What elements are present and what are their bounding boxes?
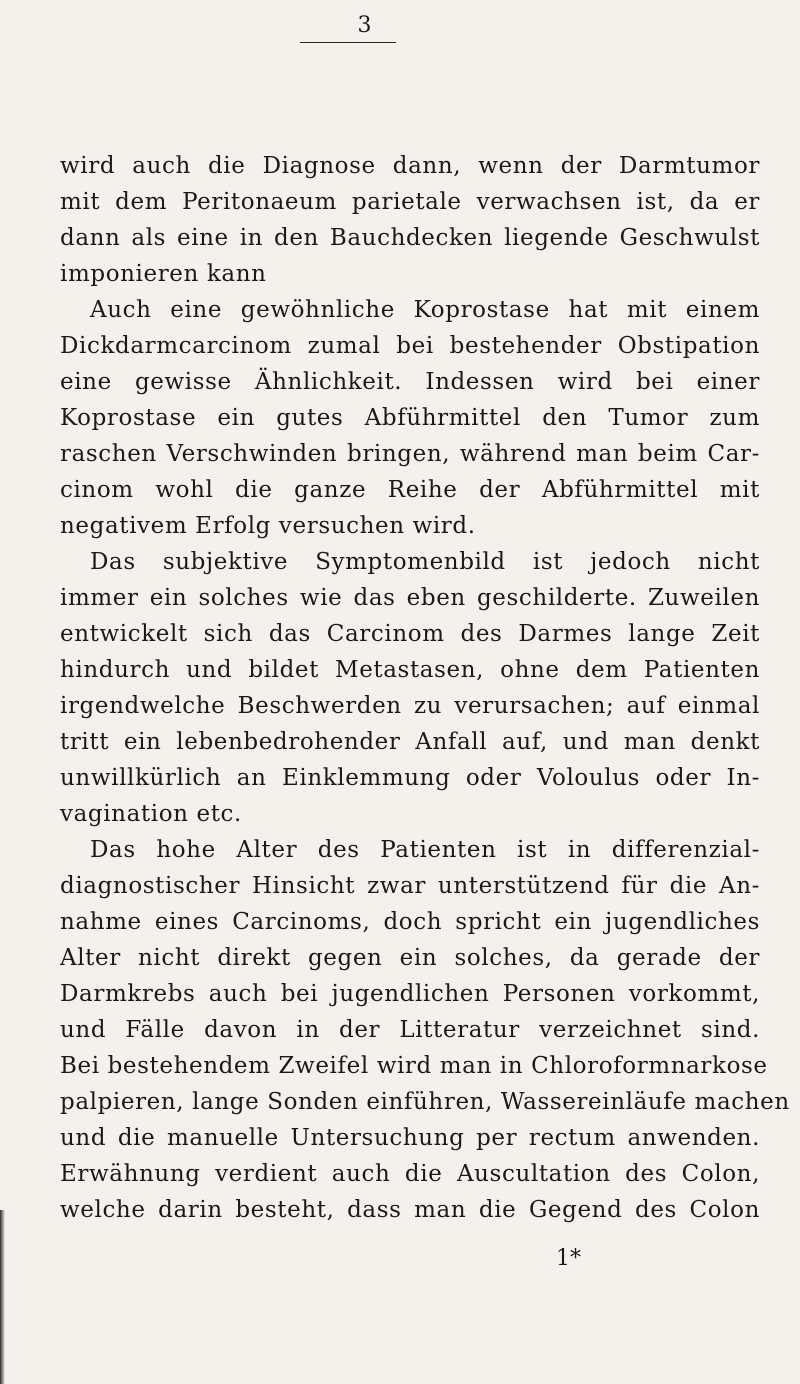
text-line: Koprostase ein gutes Abführmittel den Tumor zum (60, 405, 760, 431)
text-line: Alter nicht direkt gegen ein solches, da gerade der (60, 945, 760, 971)
page-number: 3 (357, 13, 373, 38)
text-line: Das hohe Alter des Patienten ist in differenzial- (90, 837, 760, 863)
text-line: entwickelt sich das Carcinom des Darmes lange Zeit (60, 621, 760, 647)
text-line: eine gewisse Ähnlichkeit. Indessen wird bei einer (60, 369, 760, 395)
text-line: hindurch und bildet Metastasen, ohne dem Patienten (60, 657, 760, 683)
text-line: nahme eines Carcinoms, doch spricht ein jugendliches (60, 909, 760, 935)
text-line: irgendwelche Beschwerden zu verursachen; auf einmal (60, 693, 760, 719)
text-line: Darmkrebs auch bei jugendlichen Personen vorkommt, (60, 981, 760, 1007)
text-line: imponieren kann (60, 261, 267, 287)
text-line: mit dem Peritonaeum parietale verwachsen ist, da er (60, 189, 760, 215)
text-line: Erwähnung verdient auch die Auscultation des Colon, (60, 1161, 760, 1187)
text-line: immer ein solches wie das eben geschilderte. Zuweilen (60, 585, 760, 611)
signature-mark: 1* (556, 1246, 581, 1271)
text-line: welche darin besteht, dass man die Gegend des Colon (60, 1197, 760, 1223)
text-line: Bei bestehendem Zweifel wird man in Chloroformnarkose (60, 1053, 768, 1079)
text-line: vagination etc. (60, 801, 242, 827)
text-line: und die manuelle Untersuchung per rectum anwenden. (60, 1125, 760, 1151)
text-line: Dickdarmcarcinom zumal bei bestehender Obstipation (60, 333, 760, 359)
header-rule (300, 42, 396, 43)
text-line: tritt ein lebenbedrohender Anfall auf, und man denkt (60, 729, 760, 755)
text-line: cinom wohl die ganze Reihe der Abführmittel mit (60, 477, 760, 503)
text-line: Das subjektive Symptomenbild ist jedoch nicht (90, 549, 760, 575)
text-line: wird auch die Diagnose dann, wenn der Darmtumor (60, 153, 760, 179)
text-line: raschen Verschwinden bringen, während man beim Car- (60, 441, 760, 467)
text-line: negativem Erfolg versuchen wird. (60, 513, 476, 539)
binding-shadow (0, 1210, 5, 1384)
text-line: unwillkürlich an Einklemmung oder Voloulus oder In- (60, 765, 760, 791)
text-line: Auch eine gewöhnliche Koprostase hat mit einem (90, 297, 760, 323)
text-line: dann als eine in den Bauchdecken liegende Geschwulst (60, 225, 760, 251)
text-line: und Fälle davon in der Litteratur verzeichnet sind. (60, 1017, 760, 1043)
text-line: diagnostischer Hinsicht zwar unterstützend für die An- (60, 873, 760, 899)
text-line: palpieren, lange Sonden einführen, Wassereinläufe machen (60, 1089, 790, 1115)
